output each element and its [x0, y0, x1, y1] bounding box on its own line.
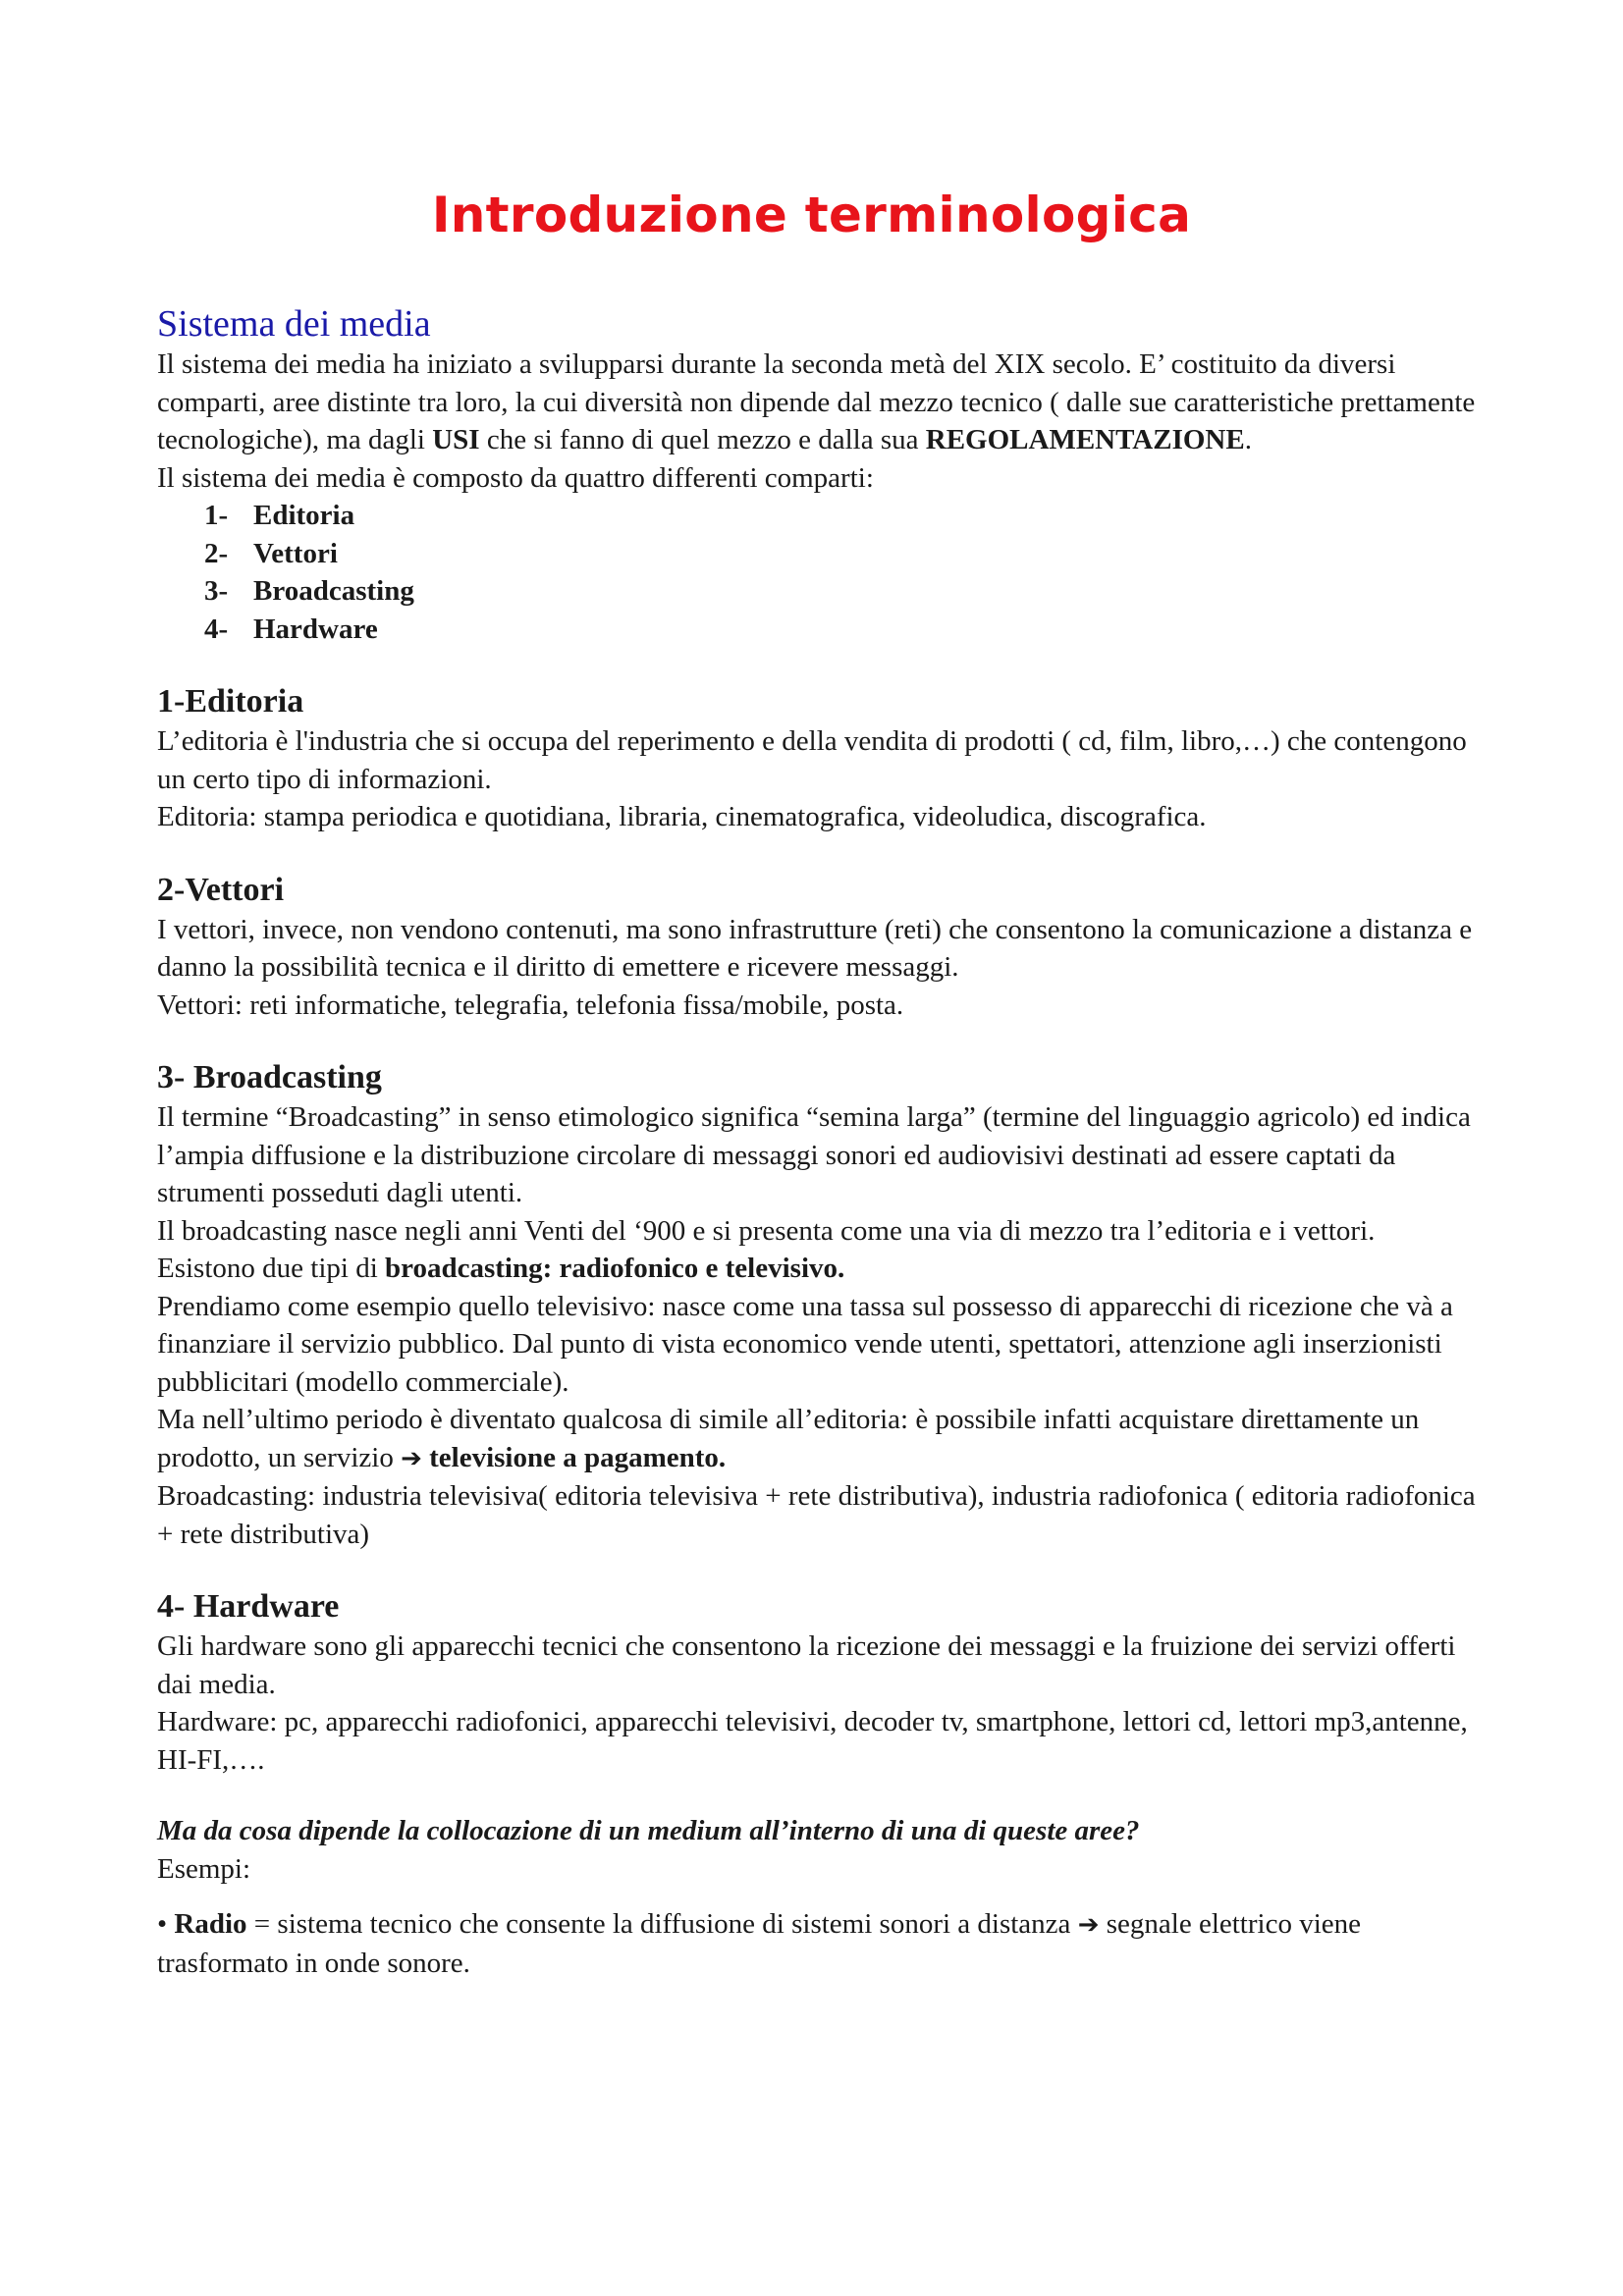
- paragraph-broadcasting-6: Broadcasting: industria televisiva( editoria televisiva + rete distributiva), industria radiofonica ( editoria radiofonica + rete distributiva): [157, 1480, 1476, 1550]
- esempi-label: Esempi:: [157, 1852, 251, 1885]
- list-label: Editoria: [253, 500, 355, 531]
- paragraph-broadcasting-5: [157, 1401, 1492, 1477]
- section-domanda: [157, 1812, 1492, 1888]
- paragraph-editoria-2: Editoria: stampa periodica e quotidiana, libraria, cinematografica, videoludica, discografica.: [157, 801, 1207, 832]
- text-run: Il sistema dei media ha iniziato a svilupparsi durante la seconda metà del XIX secolo. E’ costituito da diversi comparti, aree distinte tra loro, la cui diversità non dipende dal mezzo tecnico ( dalle sue caratteristiche prettamente tecnologiche), ma dagli: [157, 348, 1476, 455]
- list-item: [204, 611, 1492, 649]
- list-item: [204, 572, 1492, 611]
- question-italic: Ma da cosa dipende la collocazione di un medium all’interno di una di queste aree?: [157, 1815, 1140, 1846]
- section-heading-hardware: 4- Hardware: [157, 1588, 340, 1625]
- section-radio: [157, 1905, 1492, 1982]
- bold-term-regolamentazione: REGOLAMENTAZIONE: [925, 424, 1245, 455]
- list-number: 1-: [204, 500, 229, 531]
- list-number: 2-: [204, 537, 229, 569]
- paragraph-broadcasting-1: Il termine “Broadcasting” in senso etimologico significa “semina larga” (termine del linguaggio agricolo) ed indica l’ampia diffusione e la distribuzione circolare di messaggi sonori ed audiovisivi destinati ad essere captati da strumenti posseduti dagli utenti.: [157, 1101, 1471, 1208]
- spacer: [157, 1779, 1492, 1812]
- document-page: [157, 187, 1492, 1982]
- paragraph-broadcasting-4: Prendiamo come esempio quello televisivo: nasce come una tassa sul possesso di apparecchi di ricezione che và a finanziare il servizio pubblico. Dal punto di vista economico vende utenti, spettatori, attenzione agli inserzionisti pubblicitari (modello commerciale).: [157, 1290, 1453, 1398]
- spacer: [157, 648, 1492, 681]
- paragraph-broadcasting-2: Il broadcasting nasce negli anni Venti del ‘900 e si presenta come una via di mezzo tra l’editoria e i vettori.: [157, 1214, 1376, 1247]
- radio-example: [157, 1905, 1492, 1982]
- text-run: .: [1244, 424, 1252, 455]
- section-hardware: [157, 1586, 1492, 1779]
- text-run: Esistono due tipi di: [157, 1253, 385, 1284]
- paragraph-vettori-2: Vettori: reti informatiche, telegrafia, telefonia fissa/mobile, posta.: [157, 988, 904, 1021]
- bold-broadcasting-types: broadcasting: radiofonico e televisivo.: [385, 1253, 845, 1284]
- list-number: 4-: [204, 613, 229, 645]
- section-heading-broadcasting: 3- Broadcasting: [157, 1059, 382, 1095]
- list-item: [204, 535, 1492, 573]
- text-run: Ma nell’ultimo periodo è diventato qualcosa di simile all’editoria: è possibile infatti acquistare direttamente un prodotto, un servizio: [157, 1404, 1420, 1473]
- page-title: Introduzione terminologica: [431, 187, 1192, 243]
- text-run: segnale elettrico viene trasformato in onde sonore.: [157, 1908, 1361, 1979]
- section-editoria: [157, 681, 1492, 836]
- bullet-icon: •: [157, 1908, 168, 1940]
- list-label: Broadcasting: [253, 575, 414, 607]
- question-text: [157, 1812, 1492, 1850]
- arrow-right-icon: ➔: [1077, 1910, 1100, 1940]
- paragraph-hardware-2: Hardware: pc, apparecchi radiofonici, apparecchi televisivi, decoder tv, smartphone, lettori cd, lettori mp3,antenne, HI-FI,….: [157, 1706, 1468, 1776]
- paragraph-broadcasting-3: [157, 1250, 1492, 1288]
- section-broadcasting: [157, 1057, 1492, 1553]
- spacer: [157, 1553, 1492, 1586]
- section-heading-sistema: Sistema dei media: [157, 303, 431, 345]
- spacer: [157, 1024, 1492, 1057]
- arrow-right-icon: ➔: [401, 1443, 422, 1473]
- spacer: [157, 1888, 1492, 1905]
- section-heading-editoria: 1-Editoria: [157, 683, 304, 720]
- text-run: = sistema tecnico che consente la diffusione di sistemi sonori a distanza: [246, 1908, 1078, 1940]
- bold-term-radio: Radio: [174, 1908, 247, 1940]
- section-heading-vettori: 2-Vettori: [157, 871, 285, 908]
- paragraph-sistema-intro: [157, 346, 1492, 459]
- list-item: [204, 497, 1492, 535]
- paragraph-comparti: Il sistema dei media è composto da quattro differenti comparti:: [157, 461, 874, 494]
- paragraph-vettori-1: I vettori, invece, non vendono contenuti, ma sono infrastrutture (reti) che consentono la comunicazione a distanza e danno la possibilità tecnica e il diritto di emettere e ricevere messaggi.: [157, 913, 1473, 983]
- section-vettori: [157, 870, 1492, 1025]
- section-sistema-media: [157, 302, 1492, 648]
- bold-term-usi: USI: [432, 424, 480, 455]
- list-number: 3-: [204, 575, 229, 607]
- paragraph-editoria-1: L’editoria è l'industria che si occupa del reperimento e della vendita di prodotti ( cd, film, libro,…) che contengono un certo tipo di informazioni.: [157, 725, 1467, 795]
- bold-televisione-pagamento: televisione a pagamento.: [421, 1441, 727, 1473]
- paragraph-hardware-1: Gli hardware sono gli apparecchi tecnici che consentono la ricezione dei messaggi e la fruizione dei servizi offerti dai media.: [157, 1630, 1456, 1700]
- list-label: Hardware: [253, 613, 378, 645]
- text-run: che si fanno di quel mezzo e dalla sua: [479, 424, 926, 455]
- list-label: Vettori: [253, 537, 338, 569]
- comparti-list: [157, 497, 1492, 648]
- spacer: [157, 836, 1492, 870]
